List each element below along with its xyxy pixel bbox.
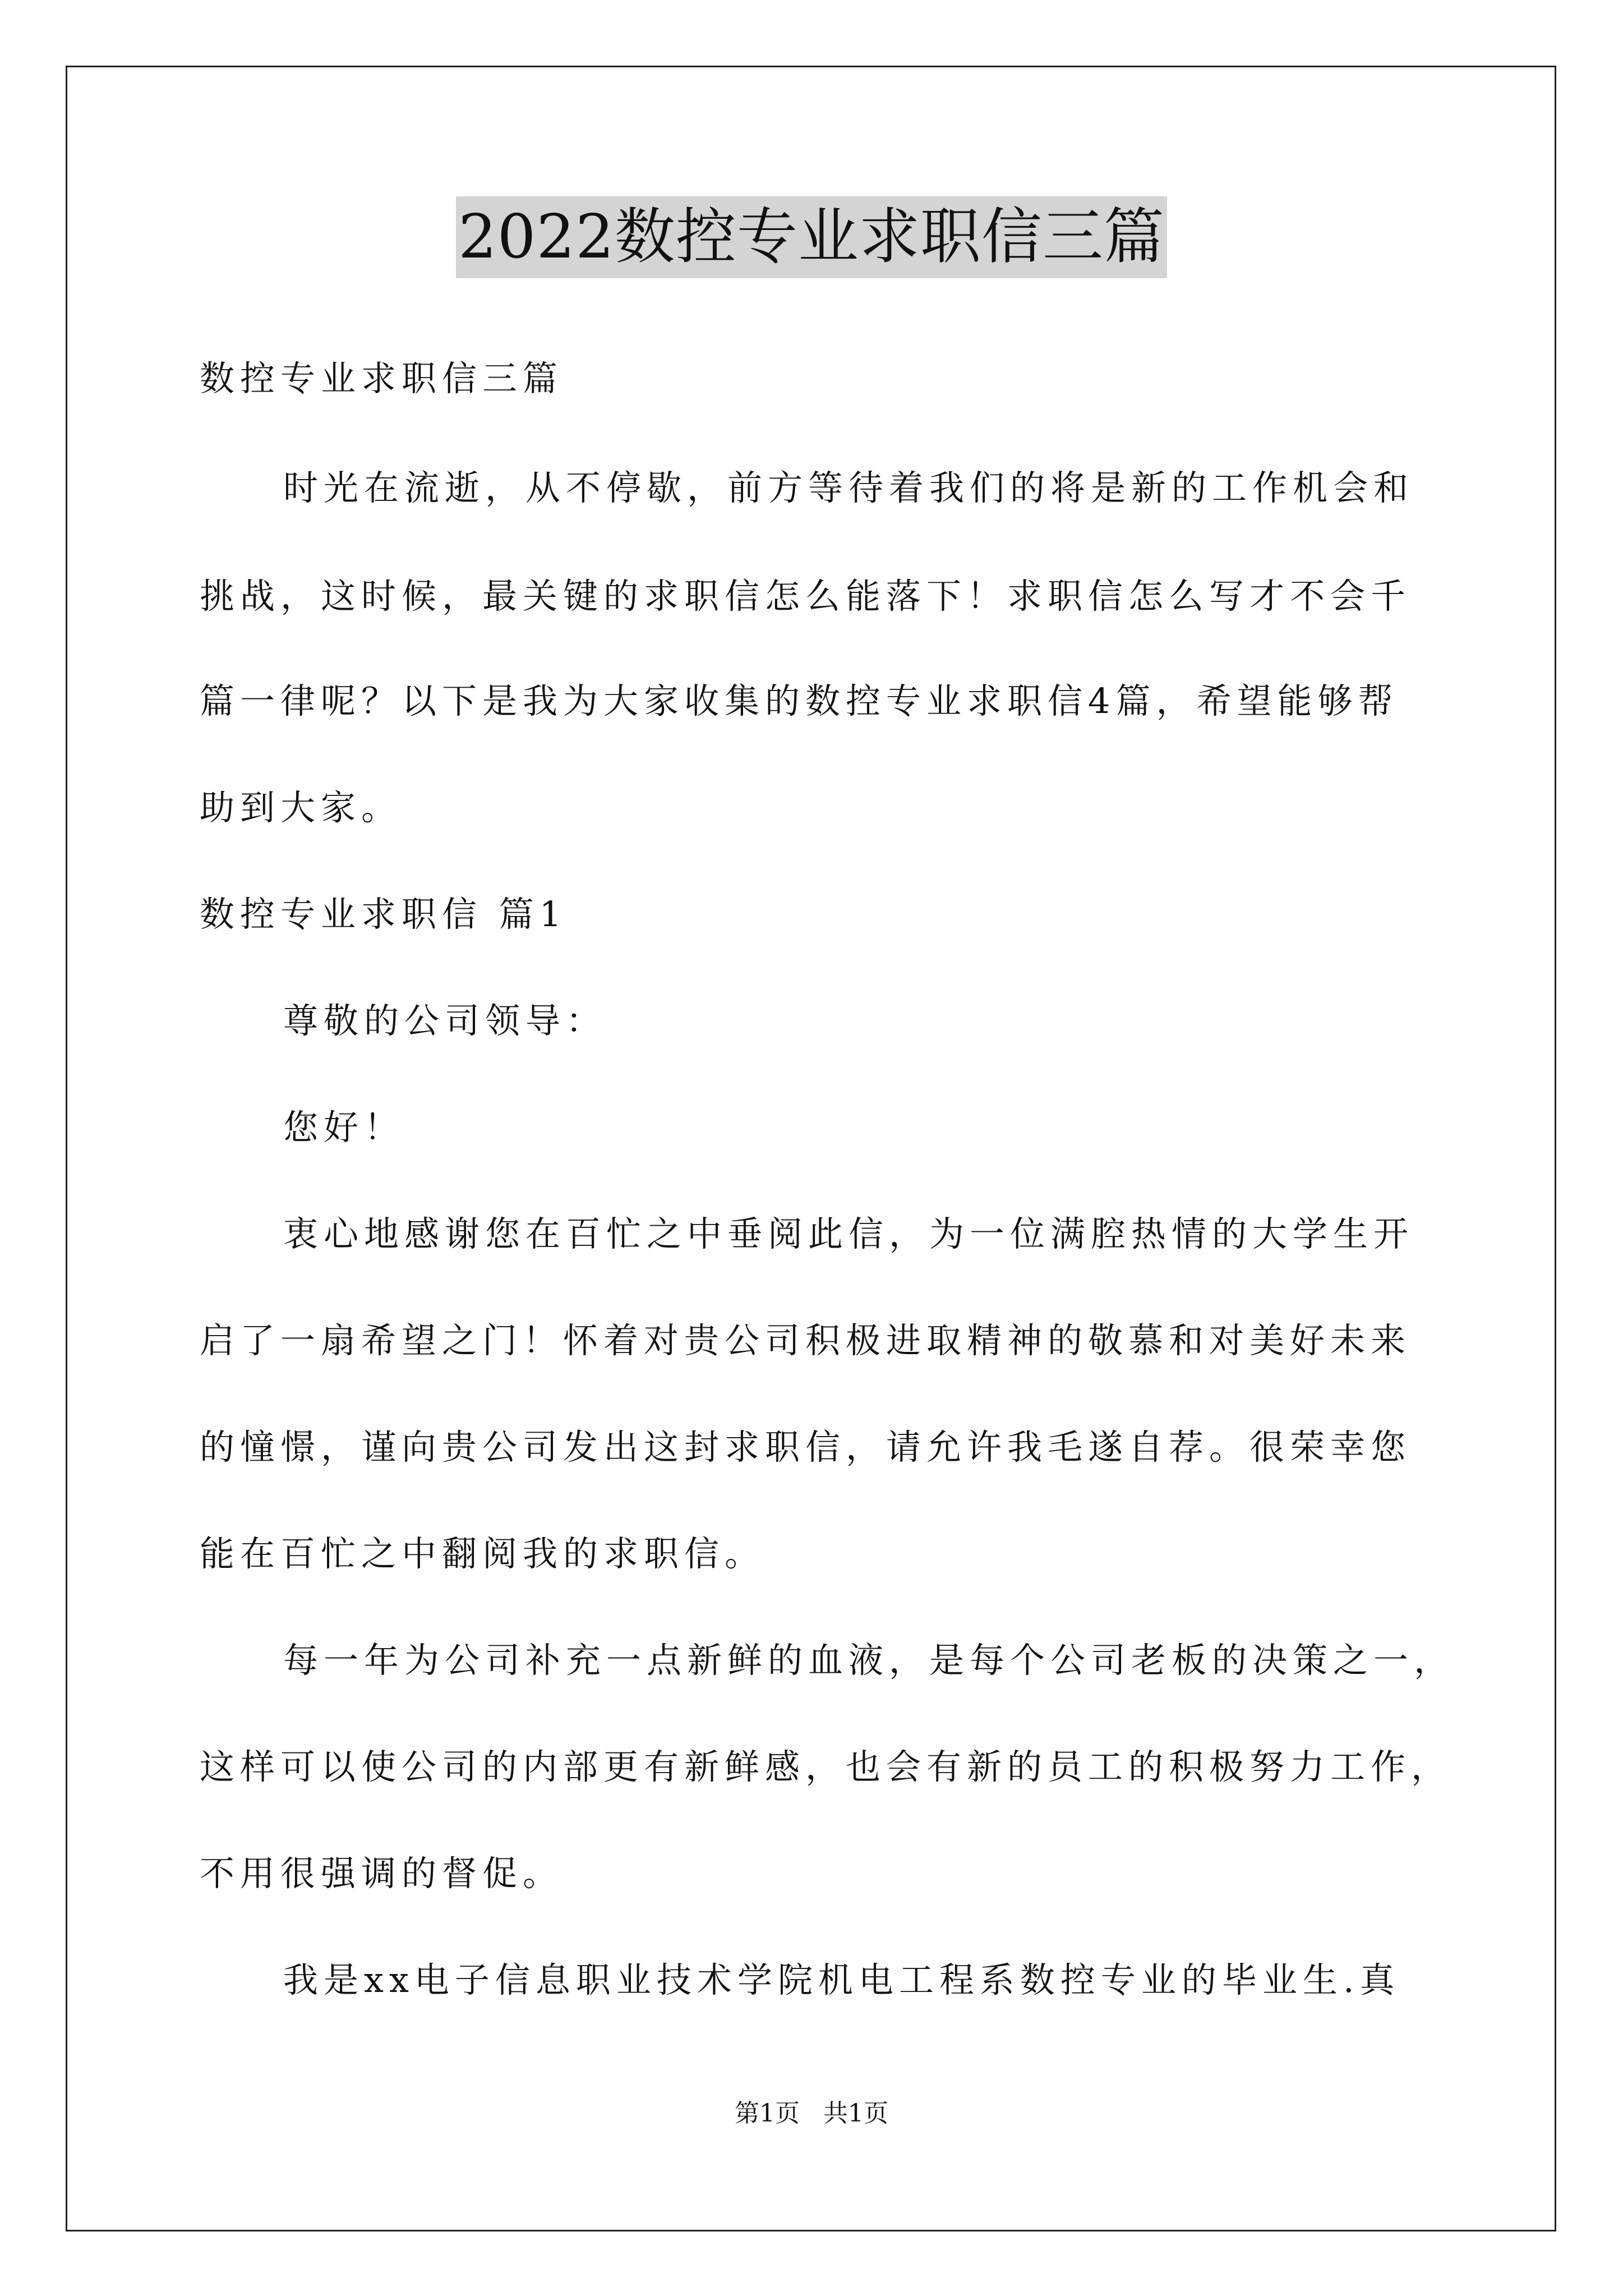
paragraph-line: 这样可以使公司的内部更有新鲜感，也会有新的员工的积极努力工作， (200, 1746, 1452, 1787)
page-footer: 第1页 共1页 (735, 2099, 888, 2128)
paragraph-line: 的憧憬，谨向贵公司发出这封求职信，请允许我毛遂自荐。很荣幸您 (200, 1427, 1412, 1467)
paragraph-line: 每一年为公司补充一点新鲜的血液，是每个公司老板的决策之一， (283, 1640, 1455, 1681)
paragraph-line: 启了一扇希望之门！怀着对贵公司积极进取精神的敬慕和对美好未来 (200, 1320, 1412, 1361)
paragraph-line: 挑战，这时候，最关键的求职信怎么能落下！求职信怎么写才不会千 (200, 576, 1412, 616)
paragraph-line: 我是xx电子信息职业技术学院机电工程系数控专业的毕业生.真 (283, 1959, 1400, 2000)
document-title: 2022数控专业求职信三篇 (456, 196, 1167, 278)
salutation: 尊敬的公司领导： (283, 1000, 607, 1041)
subtitle-line: 数控专业求职信三篇 (200, 358, 564, 399)
paragraph-line: 不用很强调的督促。 (200, 1853, 564, 1894)
paragraph-line: 能在百忙之中翻阅我的求职信。 (200, 1533, 766, 1574)
section-heading: 数控专业求职信 篇1 (200, 894, 568, 935)
paragraph-line: 助到大家。 (200, 787, 402, 828)
paragraph-line: 衷心地感谢您在百忙之中垂阅此信，为一位满腔热情的大学生开 (283, 1213, 1414, 1254)
paragraph-line: 篇一律呢？以下是我为大家收集的数控专业求职信4篇，希望能够帮 (200, 680, 1399, 721)
greeting: 您好！ (283, 1107, 405, 1148)
title-wrap (0, 196, 1623, 278)
paragraph-line: 时光在流逝，从不停歇，前方等待着我们的将是新的工作机会和 (283, 467, 1414, 508)
